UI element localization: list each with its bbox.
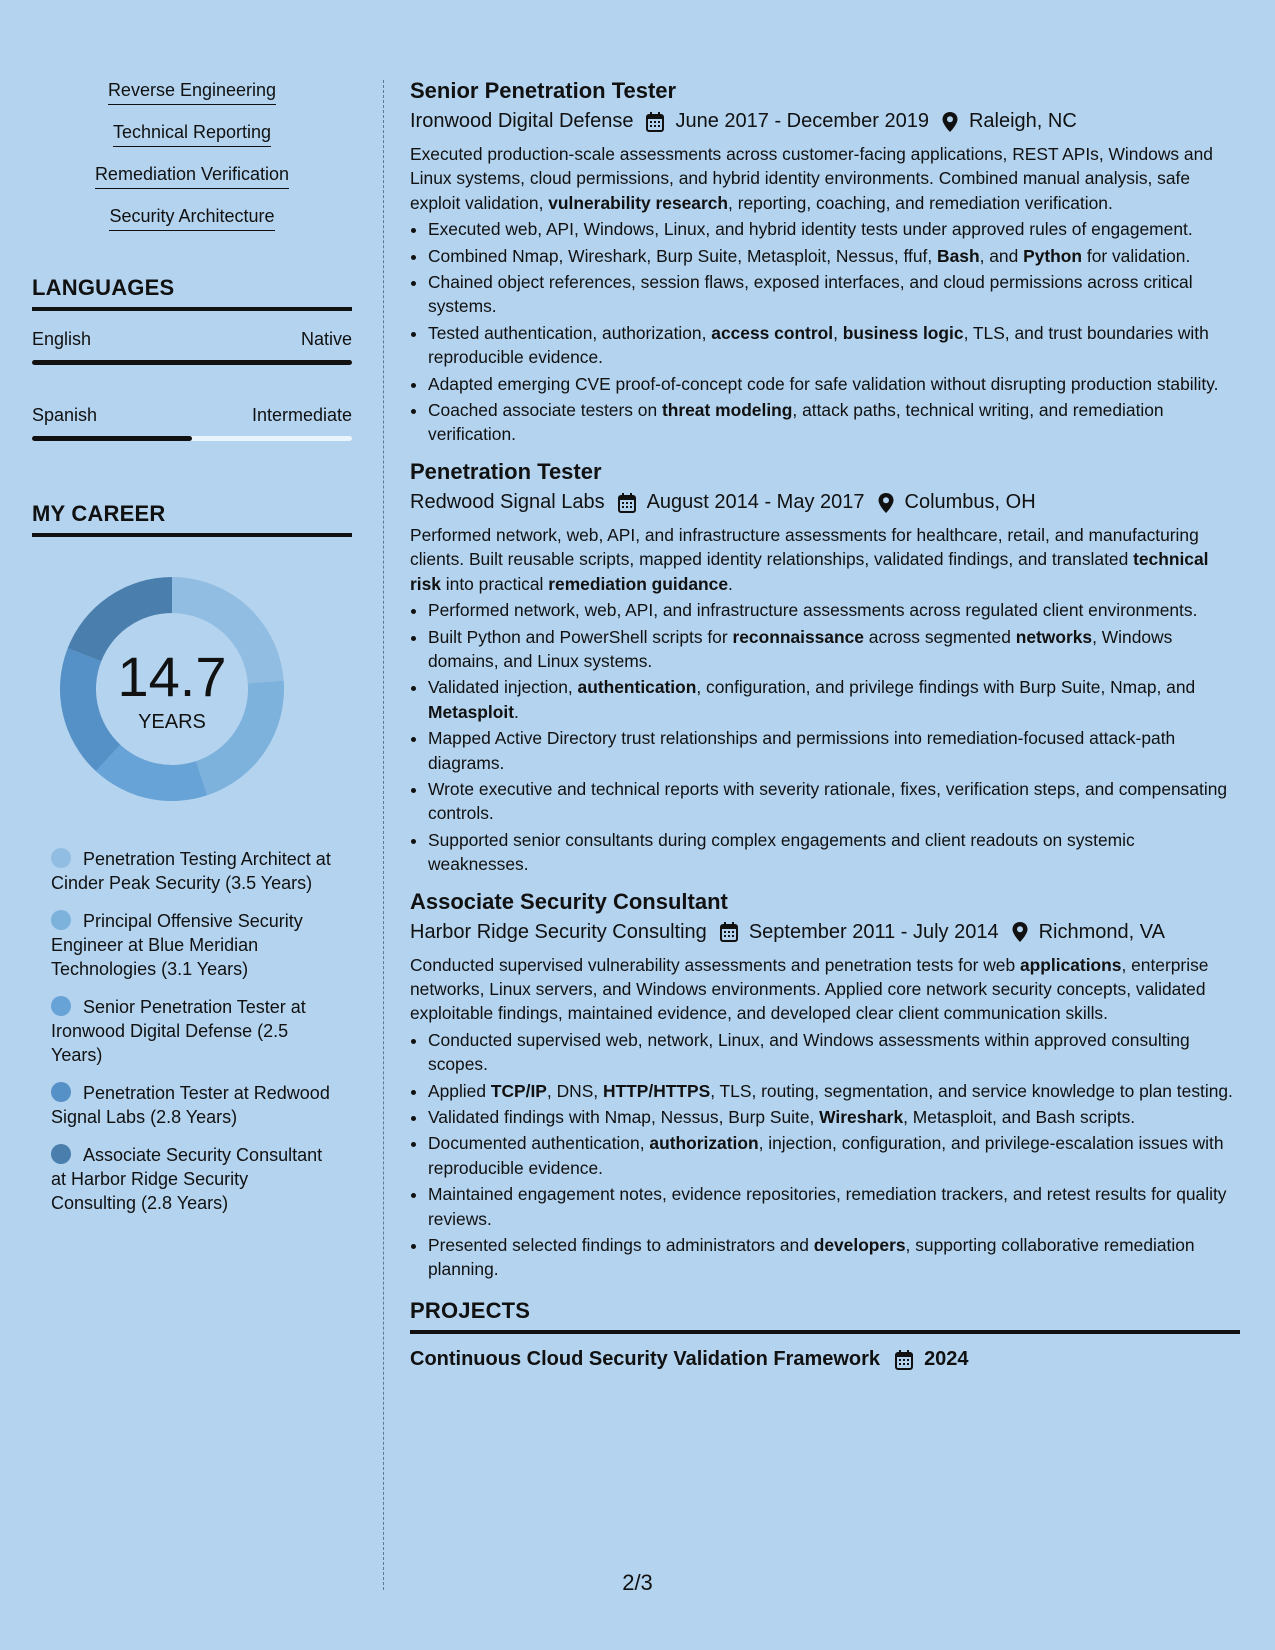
legend-label: Principal Offensive Security Engineer at Blue Meridian Technologies (3.1 Years) <box>51 911 303 979</box>
job-company: Redwood Signal Labs <box>410 490 605 513</box>
job-summary: Performed network, web, API, and infrastructure assessments for healthcare, retail, and manufacturing clients. Built reusable scripts, mapped identity relationships, validated findings, and translated technical risk into practical remediation guidance. <box>410 524 1209 594</box>
job-bullets <box>410 217 1240 447</box>
career-legend-item <box>51 847 334 895</box>
job-bullet: • Performed network, web, API, and infrastructure assessments across regulated client environments. <box>428 598 1240 622</box>
left-column <box>32 80 352 1229</box>
location-pin-icon <box>941 110 969 133</box>
calendar-icon <box>719 921 749 944</box>
job-dates: September 2011 - July 2014 <box>748 920 999 943</box>
job-bullet: • Maintained engagement notes, evidence repositories, remediation trackers, and retest results for quality reviews. <box>428 1182 1240 1231</box>
skill-item <box>32 164 352 189</box>
right-column <box>410 78 1240 1371</box>
career-total-years: 14.7 <box>117 645 227 708</box>
job-bullet: • Supported senior consultants during complex engagements and client readouts on systemic weaknesses. <box>428 828 1240 877</box>
language-proficiency-fill <box>32 436 192 441</box>
job-entry <box>410 459 1240 877</box>
skills-list <box>32 80 352 231</box>
location-pin-icon <box>877 491 905 514</box>
job-bullet: • Wrote executive and technical reports with severity rationale, fixes, verification steps, and compensating controls. <box>428 777 1240 826</box>
skill-item <box>32 80 352 105</box>
language-proficiency-fill <box>32 360 352 365</box>
job-bullet: • Coached associate testers on threat modeling, attack paths, technical writing, and remediation verification. <box>428 398 1240 447</box>
legend-color-dot <box>51 996 71 1016</box>
job-bullet: • Mapped Active Directory trust relationships and permissions into remediation-focused attack-path diagrams. <box>428 726 1240 775</box>
job-bullet: • Documented authentication, authorization, injection, configuration, and privilege-escalation issues with reproducible evidence. <box>428 1131 1240 1180</box>
job-company: Harbor Ridge Security Consulting <box>410 920 707 943</box>
career-donut-chart <box>60 577 300 817</box>
job-dates: August 2014 - May 2017 <box>646 490 865 513</box>
language-item <box>32 405 352 441</box>
calendar-icon <box>617 491 647 514</box>
project-year: 2024 <box>924 1347 969 1370</box>
job-bullet: • Adapted emerging CVE proof-of-concept code for safe validation without disrupting production stability. <box>428 372 1240 396</box>
skill-label: Reverse Engineering <box>108 80 276 105</box>
job-bullet: • Built Python and PowerShell scripts for reconnaissance across segmented networks, Windows domains, and Linux systems. <box>428 625 1240 674</box>
skill-label: Remediation Verification <box>95 164 289 189</box>
language-level: Intermediate <box>251 405 352 425</box>
job-bullets <box>410 598 1240 876</box>
career-legend-item <box>51 1081 334 1129</box>
job-title: Senior Penetration Tester <box>410 78 677 103</box>
job-location: Columbus, OH <box>904 490 1036 513</box>
job-summary: Conducted supervised vulnerability assessments and penetration tests for web applications, enterprise networks, Linux servers, and Windows environments. Applied core network security concepts, validated exploitable findings, maintained evidence, and developed clear client communication skills. <box>410 954 1209 1024</box>
career-legend-item <box>51 995 334 1067</box>
career-legend <box>32 847 352 1215</box>
career-total-unit: YEARS <box>138 711 206 733</box>
job-title: Penetration Tester <box>410 458 602 484</box>
legend-color-dot <box>51 848 71 868</box>
project-item <box>410 1348 1240 1371</box>
language-proficiency-bar <box>32 436 352 441</box>
job-bullet: • Conducted supervised web, network, Linux, and Windows assessments within approved consulting scopes. <box>428 1028 1240 1077</box>
donut-slice <box>96 745 207 801</box>
calendar-icon <box>894 1348 924 1371</box>
calendar-icon <box>645 110 675 133</box>
language-proficiency-bar <box>32 360 352 365</box>
job-location: Richmond, VA <box>1038 920 1165 943</box>
job-location: Raleigh, NC <box>968 110 1077 132</box>
career-legend-item <box>51 909 334 981</box>
project-title: Continuous Cloud Security Validation Framework <box>410 1347 881 1370</box>
job-bullet: • Presented selected findings to administrators and developers, supporting collaborative remediation planning. <box>428 1233 1240 1282</box>
skill-label: Technical Reporting <box>113 122 271 147</box>
projects-section <box>410 1298 1240 1371</box>
job-dates: June 2017 - December 2019 <box>675 110 929 132</box>
job-entry <box>410 78 1240 447</box>
page-number: 2/3 <box>622 1570 653 1595</box>
job-bullet: • Applied TCP/IP, DNS, HTTP/HTTPS, TLS, routing, segmentation, and service knowledge to plan testing. <box>428 1079 1240 1103</box>
legend-color-dot <box>51 1144 71 1164</box>
location-pin-icon <box>1011 921 1039 944</box>
legend-color-dot <box>51 910 71 930</box>
job-bullet: • Validated injection, authentication, configuration, and privilege findings with Burp Suite, Nmap, and Metasploit. <box>428 675 1240 724</box>
career-legend-item <box>51 1143 334 1215</box>
job-bullet: • Validated findings with Nmap, Nessus, Burp Suite, Wireshark, Metasploit, and Bash scripts. <box>428 1105 1240 1129</box>
skill-item <box>32 122 352 147</box>
job-bullet: • Executed web, API, Windows, Linux, and hybrid identity tests under approved rules of engagement. <box>428 217 1240 241</box>
legend-color-dot <box>51 1082 71 1102</box>
job-meta <box>410 110 1240 133</box>
languages-heading: LANGUAGES <box>32 275 352 311</box>
skill-item <box>32 206 352 231</box>
job-company: Ironwood Digital Defense <box>410 110 634 132</box>
language-name: Spanish <box>32 405 98 425</box>
legend-label: Penetration Testing Architect at Cinder Peak Security (3.5 Years) <box>51 849 331 893</box>
legend-label: Associate Security Consultant at Harbor Ridge Security Consulting (2.8 Years) <box>51 1145 323 1213</box>
job-bullet: • Tested authentication, authorization, access control, business logic, TLS, and trust boundaries with reproducible evidence. <box>428 321 1240 370</box>
job-meta <box>410 921 1240 944</box>
column-divider <box>383 80 384 1590</box>
language-item <box>32 329 352 365</box>
job-meta <box>410 491 1240 514</box>
job-title: Associate Security Consultant <box>410 888 728 914</box>
job-bullets <box>410 1028 1240 1282</box>
job-summary: Executed production-scale assessments across customer-facing applications, REST APIs, Windows and Linux systems, cloud permissions, and hybrid identity environments. Combined manual analysis, safe exploit validation, vulnerability research, reporting, coaching, and remediation verification. <box>410 144 1213 213</box>
language-name: English <box>32 329 92 349</box>
legend-label: Penetration Tester at Redwood Signal Labs (2.8 Years) <box>51 1083 330 1127</box>
job-bullet: • Combined Nmap, Wireshark, Burp Suite, Metasploit, Nessus, ffuf, Bash, and Python for validation. <box>428 244 1240 268</box>
languages-section <box>32 275 352 441</box>
career-section <box>32 501 352 1215</box>
career-heading: MY CAREER <box>32 501 352 537</box>
job-entry <box>410 889 1240 1282</box>
projects-heading: PROJECTS <box>410 1298 1240 1334</box>
skill-label: Security Architecture <box>109 206 274 231</box>
job-bullet: • Chained object references, session flaws, exposed interfaces, and cloud permissions across critical systems. <box>428 270 1240 319</box>
language-level: Native <box>300 329 352 349</box>
legend-label: Senior Penetration Tester at Ironwood Digital Defense (2.5 Years) <box>51 997 306 1065</box>
